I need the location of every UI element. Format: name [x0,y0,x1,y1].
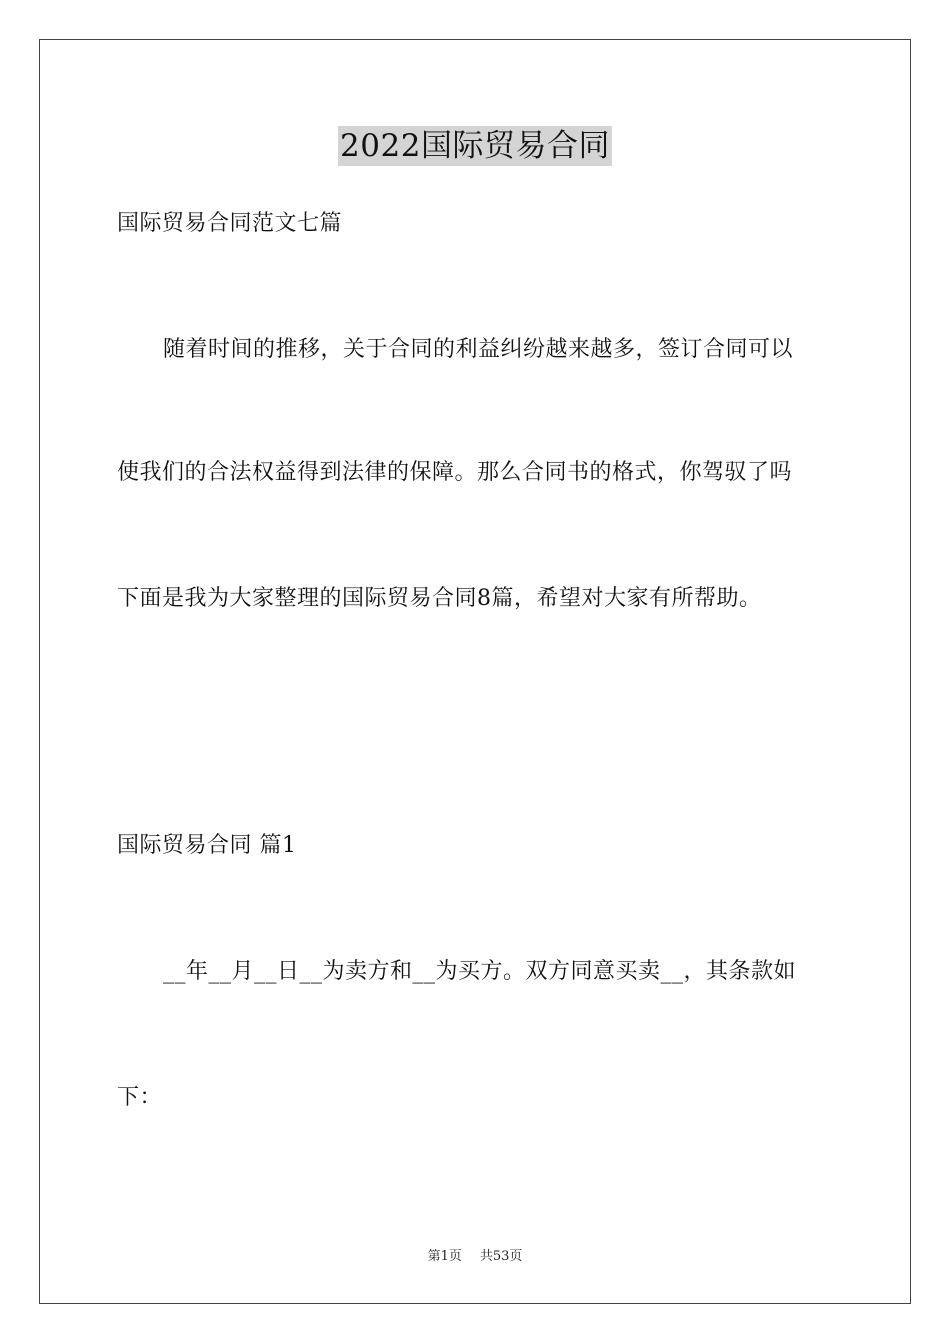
document-title: 2022国际贸易合同 [340,128,610,164]
paragraph-line-3: 下面是我为大家整理的国际贸易合同8篇，希望对大家有所帮助。 [117,586,762,611]
paragraph-line-2: 使我们的合法权益得到法律的保障。那么合同书的格式，你驾驭了吗 [117,460,793,485]
document-subtitle: 国际贸易合同范文七篇 [117,211,343,236]
section-line-1: __年__月__日__为卖方和__为买方。双方同意买卖__，其条款如 [163,959,797,984]
page-total: 共53页 [479,1249,523,1264]
section-line-2: 下： [117,1085,163,1110]
paragraph-line-1: 随着时间的推移，关于合同的利益纠纷越来越多，签订合同可以 [163,337,794,362]
section-heading: 国际贸易合同 篇1 [117,833,297,858]
page-number: 第1页 [427,1249,462,1264]
page-footer [0,1248,950,1266]
title-container [0,126,950,166]
